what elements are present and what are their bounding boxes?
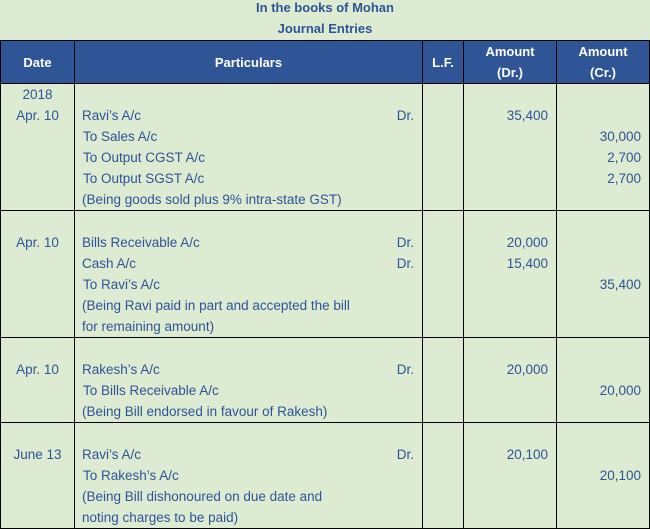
col-header-amount-cr [557, 41, 650, 84]
dr-marker: Dr. [396, 235, 414, 250]
debit-cell [464, 423, 557, 529]
debit-amount: 15,400 [506, 256, 548, 271]
col-header-lf: L.F. [423, 41, 464, 84]
credit-cell [557, 338, 650, 423]
col-header-amount-dr [464, 41, 557, 84]
journal-entry [1, 423, 650, 529]
date-cell [1, 211, 75, 338]
credit-amount: 35,400 [599, 277, 641, 292]
col-header-date: Date [1, 41, 75, 84]
journal-table [0, 40, 650, 529]
credit-cell [557, 423, 650, 529]
journal-title: Journal Entries [277, 21, 373, 36]
debit-account: Ravi’s A/c Dr. [75, 105, 422, 126]
debit-account: Ravi’s A/c Dr. [75, 444, 422, 465]
debit-amount: 20,100 [506, 447, 548, 462]
dr-marker: Dr. [396, 256, 414, 271]
narration: for remaining amount) [82, 319, 215, 334]
credit-amount: 2,700 [607, 171, 641, 186]
dr-marker: Dr. [396, 362, 414, 377]
credit-account: To Ravi’s A/c [83, 277, 161, 292]
narration: (Being Bill dishonoured on due date and [82, 489, 323, 504]
credit-account: To Bills Receivable A/c [83, 383, 219, 398]
credit-account: To Sales A/c [83, 129, 158, 144]
debit-account: Rakesh’s A/c Dr. [75, 359, 422, 380]
debit-account: Cash A/c Dr. [75, 253, 422, 274]
credit-account: To Output SGST A/c [83, 171, 205, 186]
date-cell [1, 423, 75, 529]
particulars-cell [75, 84, 423, 211]
particulars-cell [75, 338, 423, 423]
debit-cell [464, 84, 557, 211]
lf-cell [423, 211, 464, 338]
col-header-amount-cr-sub: (Cr.) [590, 65, 616, 80]
credit-account: To Output CGST A/c [83, 150, 206, 165]
credit-amount: 30,000 [599, 129, 641, 144]
narration: (Being Ravi paid in part and accepted the bill [82, 298, 350, 313]
debit-amount: 35,400 [506, 108, 548, 123]
book-title: In the books of Mohan [256, 0, 394, 15]
debit-amount: 20,000 [506, 362, 548, 377]
col-header-amount-dr-sub: (Dr.) [497, 65, 523, 80]
debit-account: Bills Receivable A/c Dr. [75, 232, 422, 253]
journal-entry [1, 84, 650, 211]
col-header-amount-cr-label: Amount [578, 44, 628, 59]
credit-cell [557, 211, 650, 338]
date-cell [1, 84, 75, 211]
debit-amount: 20,000 [506, 235, 548, 250]
col-header-amount-dr-label: Amount [485, 44, 535, 59]
debit-cell [464, 211, 557, 338]
table-header-row [1, 41, 650, 84]
particulars-cell [75, 211, 423, 338]
credit-amount: 20,100 [599, 468, 641, 483]
date-cell [1, 338, 75, 423]
col-header-particulars: Particulars [75, 41, 423, 84]
credit-amount: 20,000 [599, 383, 641, 398]
journal-entry [1, 338, 650, 423]
entry-date: Apr. 10 [16, 235, 59, 250]
credit-account: To Rakesh’s A/c [83, 468, 179, 483]
entry-date: Apr. 10 [16, 108, 59, 123]
narration: (Being goods sold plus 9% intra-state GST) [82, 192, 342, 207]
journal-entry [1, 211, 650, 338]
lf-cell [423, 423, 464, 529]
entry-date: Apr. 10 [16, 362, 59, 377]
credit-cell [557, 84, 650, 211]
lf-cell [423, 338, 464, 423]
credit-amount: 2,700 [607, 150, 641, 165]
lf-cell [423, 84, 464, 211]
entry-date: June 13 [13, 447, 62, 462]
narration: (Being Bill endorsed in favour of Rakesh) [82, 404, 328, 419]
entry-year: 2018 [22, 87, 53, 102]
particulars-cell [75, 423, 423, 529]
dr-marker: Dr. [396, 447, 414, 462]
dr-marker: Dr. [396, 108, 414, 123]
narration: noting charges to be paid) [82, 510, 239, 525]
debit-cell [464, 338, 557, 423]
